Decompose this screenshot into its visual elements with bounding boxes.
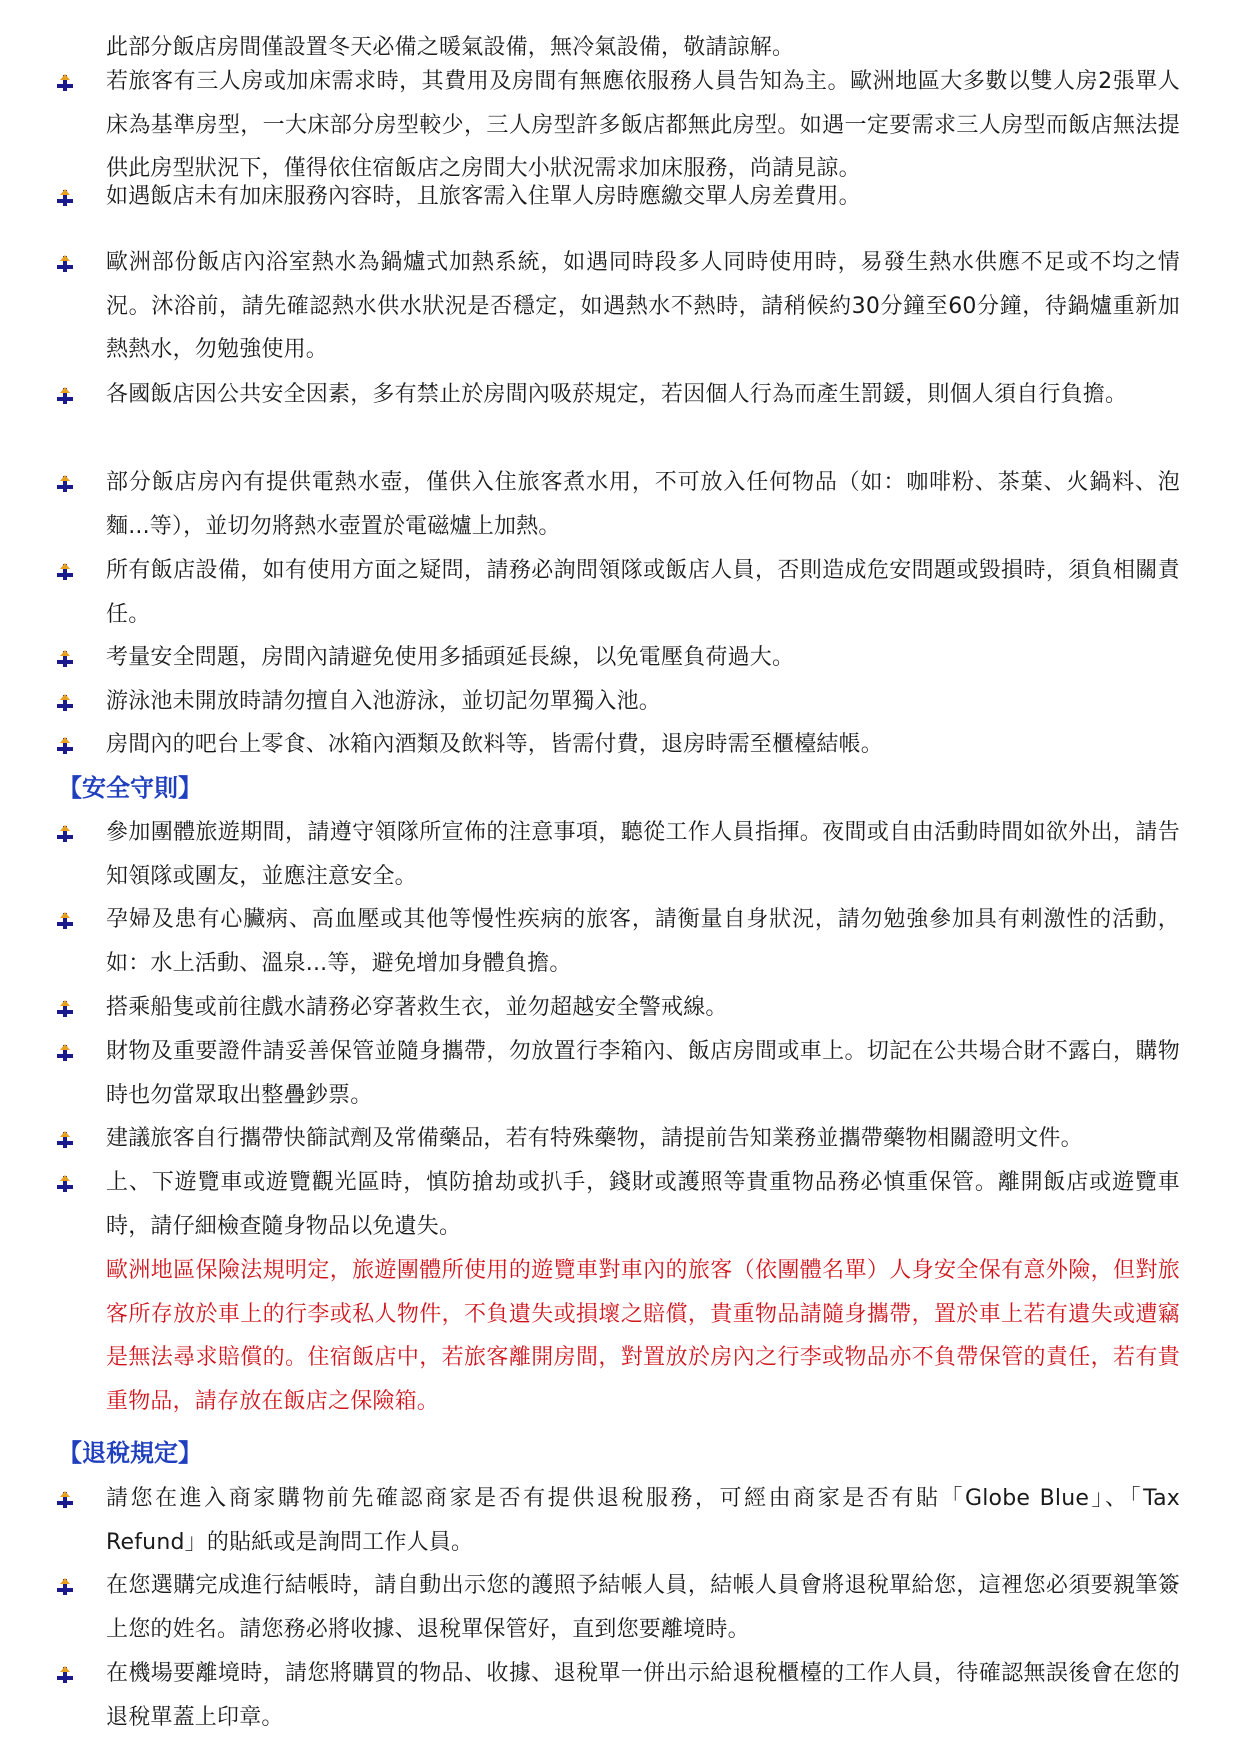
intro-line: 此部分飯店房間僅設置冬天必備之暖氣設備，無冷氣設備，敬請諒解。 <box>106 35 795 60</box>
arrow-plus-bullet-icon <box>56 1044 74 1062</box>
arrow-plus-bullet-icon <box>56 1578 74 1596</box>
arrow-plus-bullet-icon <box>56 563 74 581</box>
section-title-tax-refund: 【退稅規定】 <box>58 1439 202 1467</box>
list-item-text: 考量安全問題，房間內請避免使用多插頭延長線，以免電壓負荷過大。 <box>106 645 795 670</box>
list-item-text: 部分飯店房內有提供電熱水壺，僅供入住旅客煮水用，不可放入任何物品（如：咖啡粉、茶葉、火鍋料、泡麵...等），並切勿將熱水壺置於電磁爐上加熱。 <box>106 470 1180 539</box>
list-item-text: 如遇飯店未有加床服務內容時，且旅客需入住單人房時應繳交單人房差費用。 <box>106 184 861 209</box>
list-item-text: 在機場要離境時，請您將購買的物品、收據、退稅單一併出示給退稅櫃檯的工作人員，待確認無誤後會在您的退稅單蓋上印章。 <box>106 1661 1180 1730</box>
arrow-plus-bullet-icon <box>56 1666 74 1684</box>
arrow-plus-bullet-icon <box>56 1131 74 1149</box>
list-item-text: 孕婦及患有心臟病、高血壓或其他等慢性疾病的旅客，請衡量自身狀況，請勿勉強參加具有刺激性的活動，如：水上活動、溫泉...等，避免增加身體負擔。 <box>106 907 1180 976</box>
list-item-text: 上、下遊覽車或遊覽觀光區時，慎防搶劫或扒手，錢財或護照等貴重物品務必慎重保管。離開飯店或遊覽車時，請仔細檢查隨身物品以免遺失。 <box>106 1170 1180 1239</box>
list-item-text: 若旅客有三人房或加床需求時，其費用及房間有無應依服務人員告知為主。歐洲地區大多數以雙人房2張單人床為基準房型，一大床部分房型較少，三人房型許多飯店都無此房型。如遇一定要需求三人房型而飯店無法提供此房型狀況下，僅得依住宿飯店之房間大小狀況需求加床服務，尚請見諒。 <box>106 69 1180 181</box>
list-item-text: 在您選購完成進行結帳時，請自動出示您的護照予結帳人員，結帳人員會將退稅單給您，這裡您必須要親筆簽上您的姓名。請您務必將收據、退稅單保管好，直到您要離境時。 <box>106 1573 1180 1642</box>
arrow-plus-bullet-icon <box>56 694 74 712</box>
arrow-plus-bullet-icon <box>56 650 74 668</box>
arrow-plus-bullet-icon <box>56 387 74 405</box>
arrow-plus-bullet-icon <box>56 475 74 493</box>
section-title-safety: 【安全守則】 <box>58 774 202 802</box>
arrow-plus-bullet-icon <box>56 912 74 930</box>
list-item-text: 各國飯店因公共安全因素，多有禁止於房間內吸菸規定，若因個人行為而產生罰鍰，則個人須自行負擔。 <box>106 382 1128 407</box>
arrow-plus-bullet-icon <box>56 255 74 273</box>
arrow-plus-bullet-icon <box>56 189 74 207</box>
list-item-text: 財物及重要證件請妥善保管並隨身攜帶，勿放置行李箱內、飯店房間或車上。切記在公共場合財不露白，購物時也勿當眾取出整疊鈔票。 <box>106 1039 1180 1108</box>
list-item-text: 建議旅客自行攜帶快篩試劑及常備藥品，若有特殊藥物，請提前告知業務並攜帶藥物相關證明文件。 <box>106 1126 1083 1151</box>
list-item-text: 請您在進入商家購物前先確認商家是否有提供退稅服務，可經由商家是否有貼「Globe Blue」、「Tax Refund」的貼紙或是詢問工作人員。 <box>106 1486 1180 1555</box>
arrow-plus-bullet-icon <box>56 1491 74 1509</box>
list-item-text: 游泳池未開放時請勿擅自入池游泳，並切記勿單獨入池。 <box>106 689 662 714</box>
list-item-text: 搭乘船隻或前往戲水請務必穿著救生衣，並勿超越安全警戒線。 <box>106 995 728 1020</box>
list-item-text: 歐洲部份飯店內浴室熱水為鍋爐式加熱系統，如遇同時段多人同時使用時，易發生熱水供應不足或不均之情況。沐浴前，請先確認熱水供水狀況是否穩定，如遇熱水不熱時，請稍候約30分鐘至60分鐘，待鍋爐重新加熱熱水，勿勉強使用。 <box>106 250 1180 362</box>
arrow-plus-bullet-icon <box>56 1175 74 1193</box>
arrow-plus-bullet-icon <box>56 825 74 843</box>
arrow-plus-bullet-icon <box>56 74 74 92</box>
list-item-text: 所有飯店設備，如有使用方面之疑問，請務必詢問領隊或飯店人員，否則造成危安問題或毀損時，須負相關責任。 <box>106 558 1180 627</box>
arrow-plus-bullet-icon <box>56 737 74 755</box>
arrow-plus-bullet-icon <box>56 1000 74 1018</box>
list-item-text: 房間內的吧台上零食、冰箱內酒類及飲料等，皆需付費，退房時需至櫃檯結帳。 <box>106 732 884 757</box>
insurance-warning: 歐洲地區保險法規明定，旅遊團體所使用的遊覽車對車內的旅客（依團體名單）人身安全保有意外險，但對旅客所存放於車上的行李或私人物件，不負遺失或損壞之賠償，貴重物品請隨身攜帶，置於車上若有遺失或遭竊是無法尋求賠償的。住宿飯店中，若旅客離開房間，對置放於房內之行李或物品亦不負帶保管的責任，若有貴重物品，請存放在飯店之保險箱。 <box>106 1258 1180 1414</box>
list-item-text: 參加團體旅遊期間，請遵守領隊所宣佈的注意事項，聽從工作人員指揮。夜間或自由活動時間如欲外出，請告知領隊或團友，並應注意安全。 <box>106 820 1180 889</box>
